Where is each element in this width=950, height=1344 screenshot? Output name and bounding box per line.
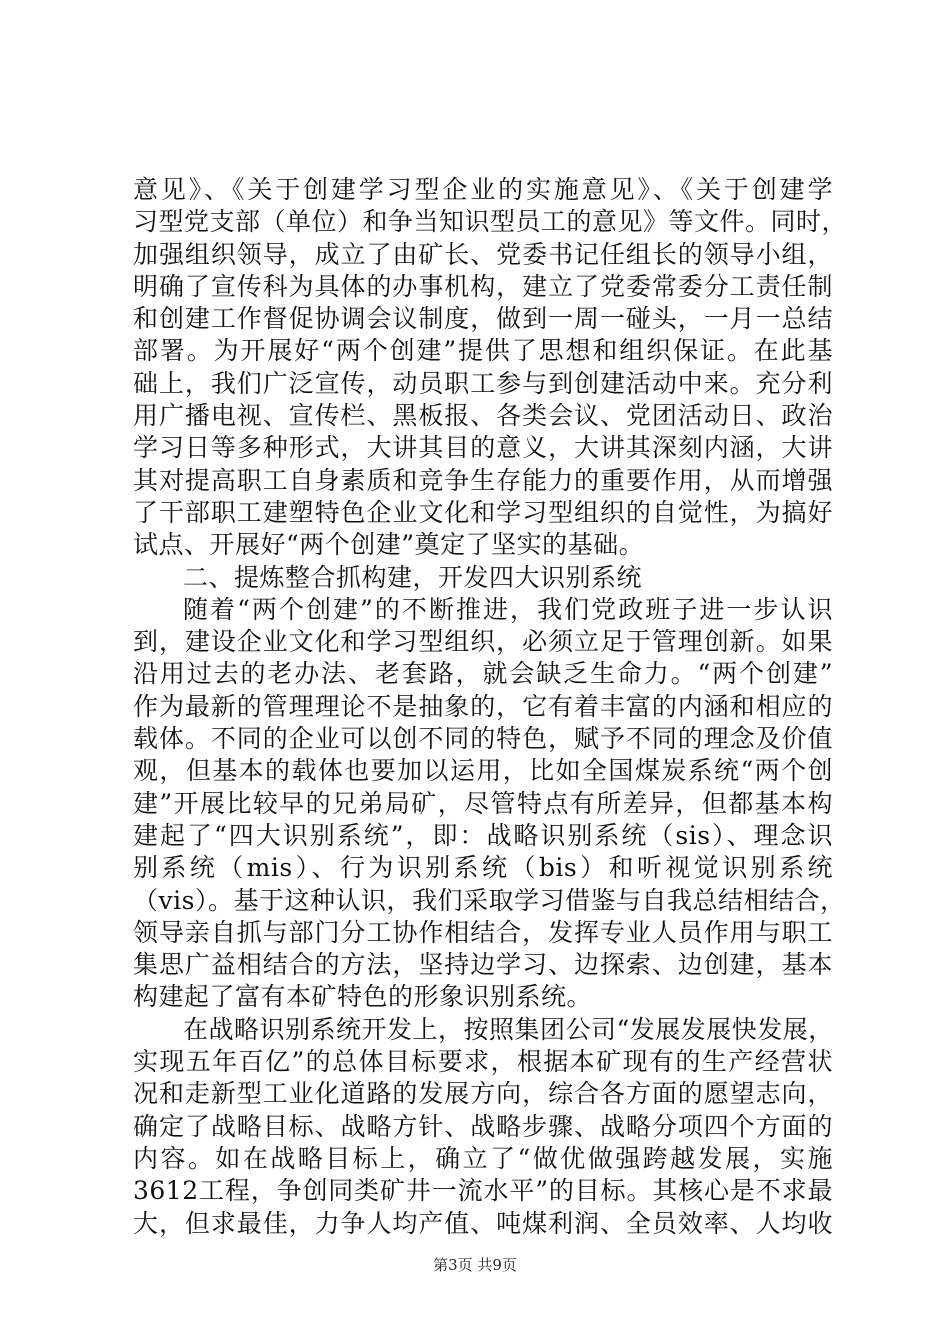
text-line: 载体。不同的企业可以创不同的特色，赋予不同的理念及价值	[133, 724, 833, 754]
text-line: 沿用过去的老办法、老套路，就会缺乏生命力。“两个创建”	[133, 659, 833, 689]
text-line: 别系统（mis）、行为识别系统（bis）和听视觉识别系统	[133, 853, 833, 883]
text-line: 内容。如在战略目标上，确立了“做优做强跨越发展，实施	[133, 1143, 833, 1173]
text-line: 意见》、《关于创建学习型企业的实施意见》、《关于创建学	[133, 175, 833, 204]
text-line: 到，建设企业文化和学习型组织，必须立足于管理创新。如果	[133, 627, 833, 657]
text-line: 习型党支部（单位）和争当知识型员工的意见》等文件。同时，	[133, 207, 848, 237]
text-line: 集思广益相结合的方法，坚持边学习、边探索、边创建，基本	[133, 950, 833, 980]
page-footer: 第3页 共9页	[433, 1256, 517, 1274]
text-line: 确定了战略目标、战略方针、战略步骤、战略分项四个方面的	[133, 1111, 833, 1141]
text-line: （vis）。基于这种认识，我们采取学习借鉴与自我总结相结合，	[133, 885, 846, 915]
text-line: 况和走新型工业化道路的发展方向，综合各方面的愿望志向，	[133, 1079, 833, 1109]
text-line: 3612工程，争创同类矿井一流水平”的目标。其核心是不求最	[133, 1176, 833, 1206]
text-line: 大，但求最佳，力争人均产值、吨煤利润、全员效率、人均收	[133, 1208, 833, 1238]
text-line: 建起了“四大识别系统”，即：战略识别系统（sis）、理念识	[133, 820, 833, 850]
paragraph-first-line: 在战略识别系统开发上，按照集团公司“发展发展快发展，	[183, 1014, 834, 1044]
text-line: 其对提高职工自身素质和竞争生存能力的重要作用，从而增强	[133, 465, 833, 495]
text-line: 部署。为开展好“两个创建”提供了思想和组织保证。在此基	[133, 336, 833, 366]
text-line: 领导亲自抓与部门分工协作相结合，发挥专业人员作用与职工	[133, 917, 833, 947]
paragraph-first-line: 随着“两个创建”的不断推进，我们党政班子进一步认识	[183, 594, 833, 624]
text-line: 了干部职工建塑特色企业文化和学习型组织的自觉性，为搞好	[133, 497, 833, 527]
text-line: 学习日等多种形式，大讲其目的意义，大讲其深刻内涵，大讲	[133, 433, 833, 463]
text-line: 和创建工作督促协调会议制度，做到一周一碰头，一月一总结	[133, 304, 833, 334]
text-line: 构建起了富有本矿特色的形象识别系统。	[133, 982, 593, 1012]
text-line: 试点、开展好“两个创建”奠定了坚实的基础。	[133, 530, 645, 560]
text-line: 观，但基本的载体也要加以运用，比如全国煤炭系统“两个创	[133, 756, 833, 786]
text-line: 明确了宣传科为具体的办事机构，建立了党委常委分工责任制	[133, 271, 833, 301]
text-line: 础上，我们广泛宣传，动员职工参与到创建活动中来。充分利	[133, 368, 833, 398]
text-line: 作为最新的管理理论不是抽象的，它有着丰富的内涵和相应的	[133, 691, 833, 721]
text-line: 实现五年百亿”的总体目标要求，根据本矿现有的生产经营状	[133, 1047, 833, 1077]
text-line: 加强组织领导，成立了由矿长、党委书记任组长的领导小组，	[133, 239, 833, 269]
text-line: 建”开展比较早的兄弟局矿，尽管特点有所差异，但都基本构	[133, 788, 833, 818]
body-text	[133, 174, 848, 1240]
section-heading: 二、提炼整合抓构建，开发四大识别系统	[183, 562, 643, 592]
text-line: 用广播电视、宣传栏、黑板报、各类会议、党团活动日、政治	[133, 401, 833, 431]
